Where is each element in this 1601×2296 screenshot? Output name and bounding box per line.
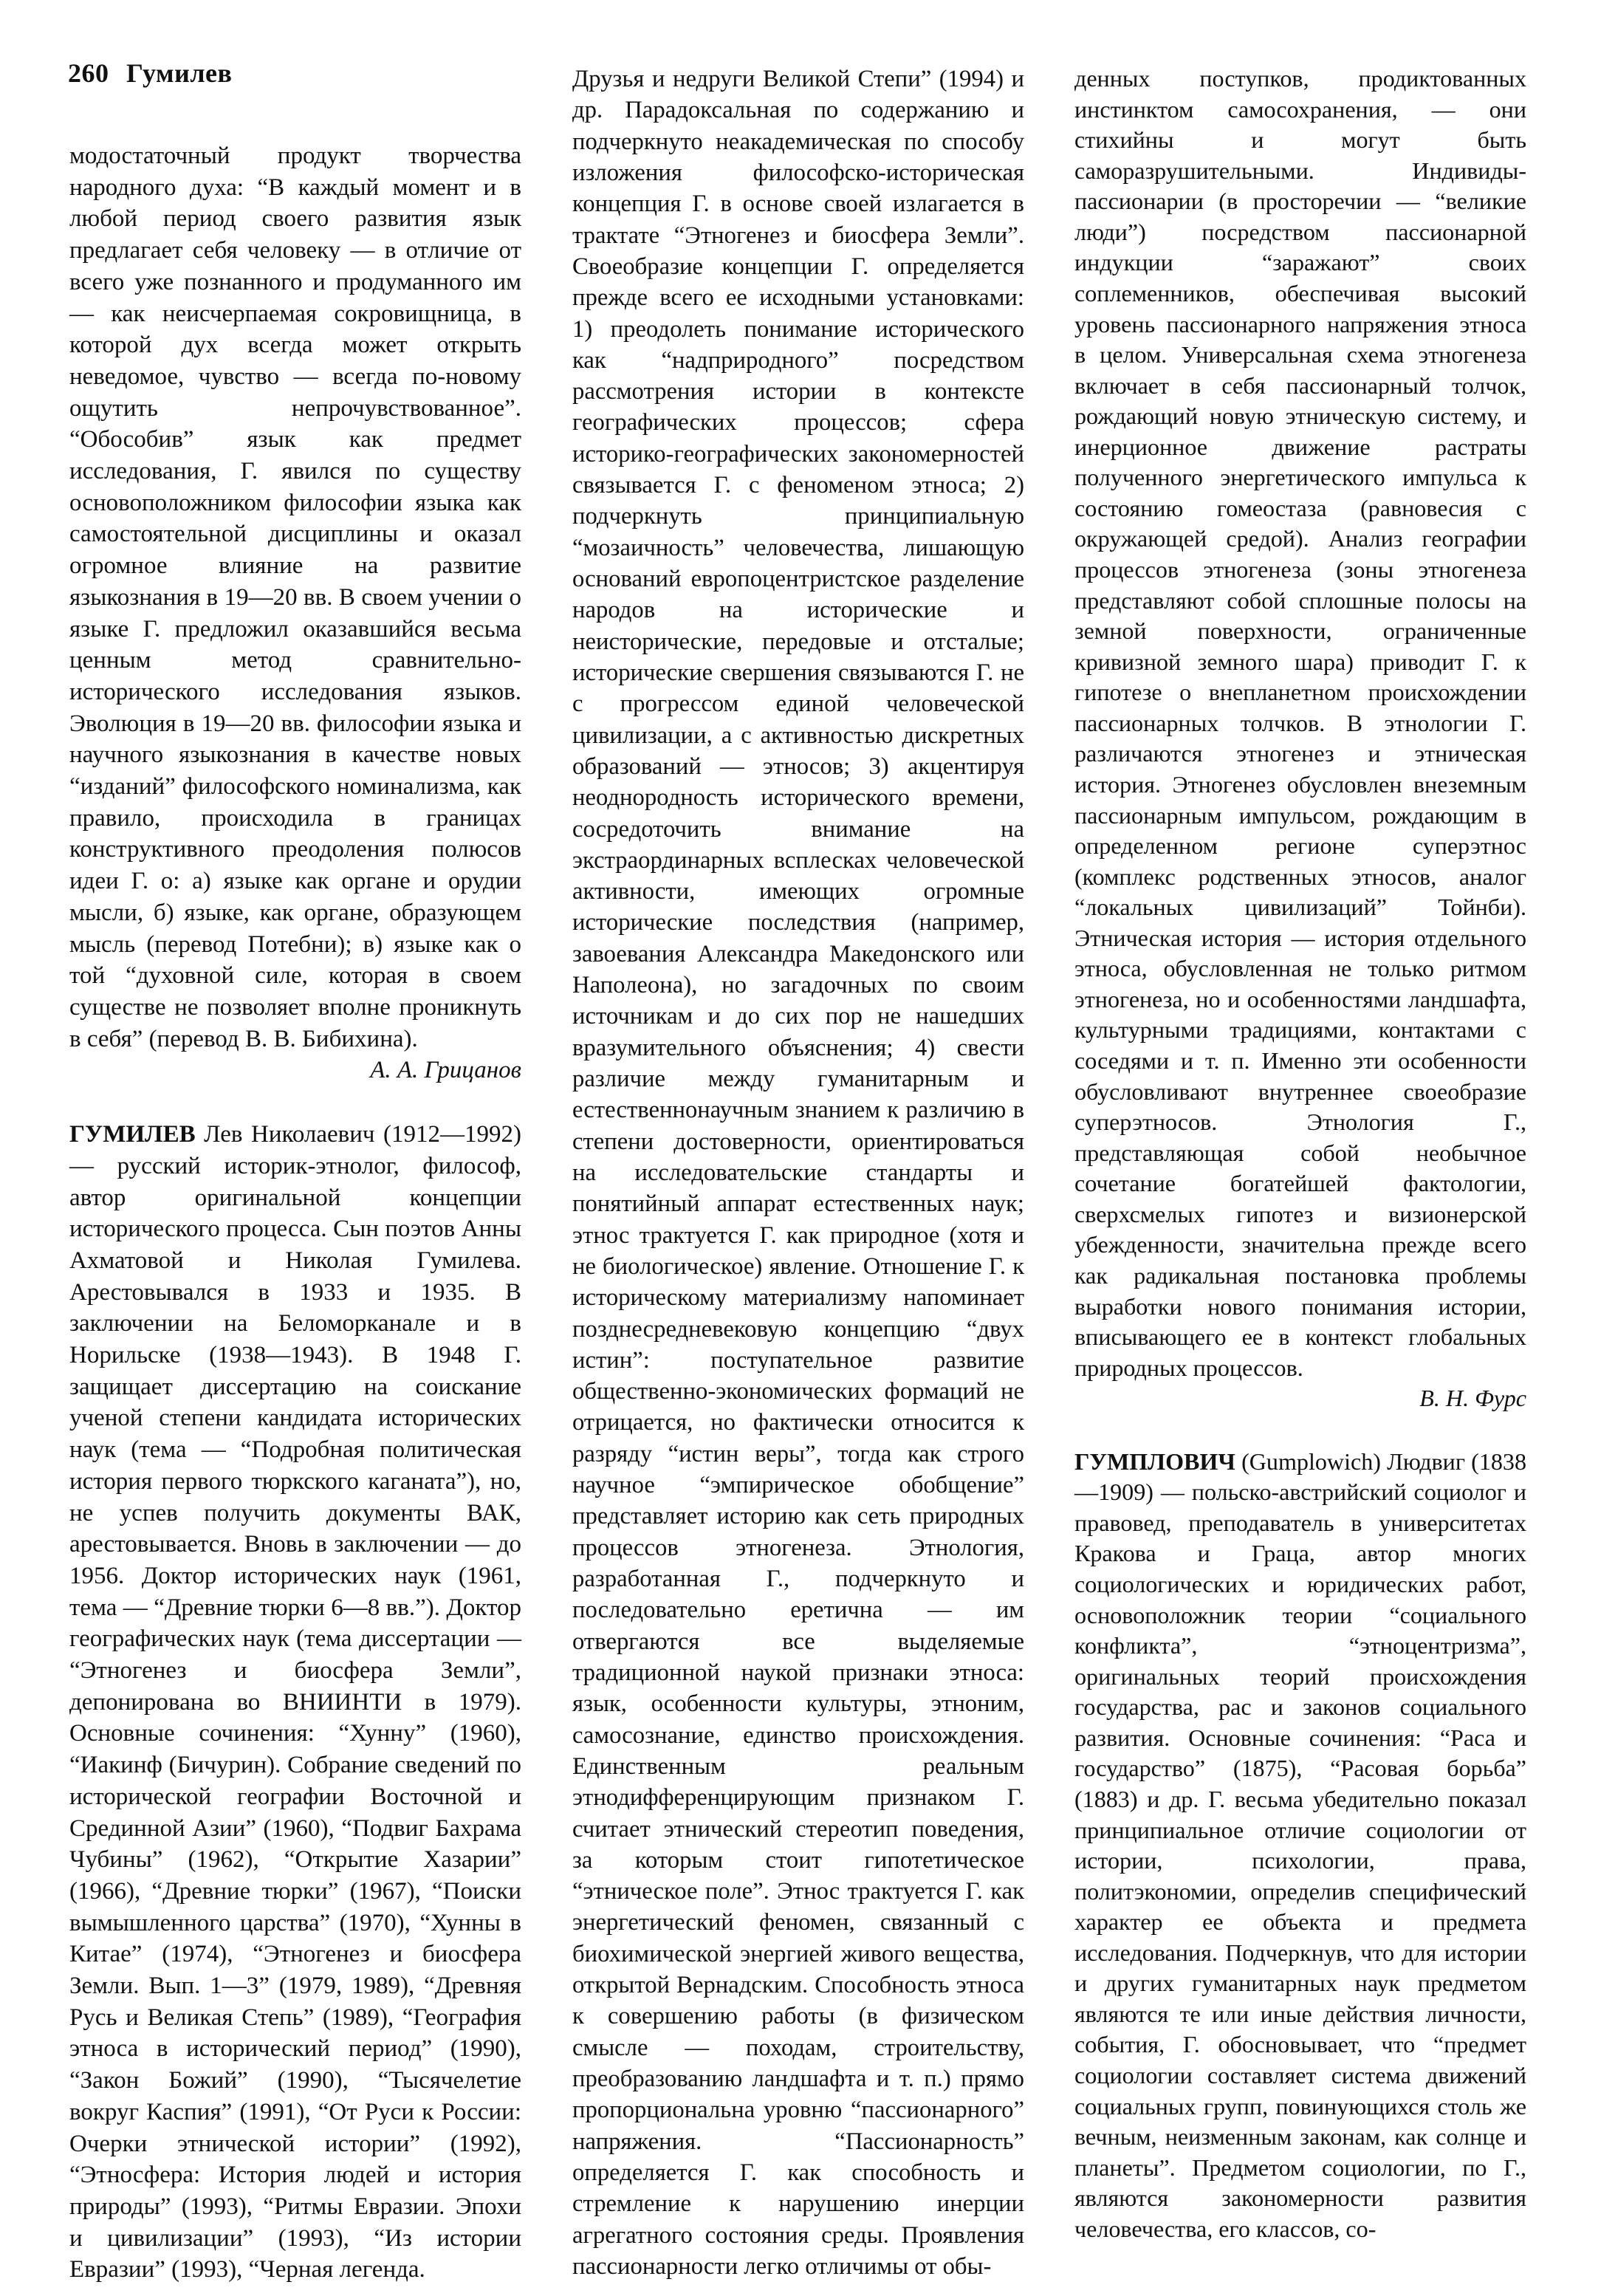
paragraph-humboldt-continued: модостаточный продукт творчества народного духа: “В каждый момент и в любой период своего развития язык предлагает себя человеку — в отличие от всего уже познанного и продуманного им — как неисчерпаемая сокровищница, в которой дух всегда может открыть неведомое, чувство — всегда по-новому ощутить непрочувствованное”. “Обособив” язык как предмет исследования, Г. явился по существу основоположником философии языка как самостоятельной дисциплины и оказал огромное влияние на развитие языкознания в 19—20 вв. В своем учении о языке Г. предложил оказавшийся весьма ценным метод сравнительно-исторического исследования языков. Эволюция в 19—20 вв. философии языка и научного языкознания в качестве новых “изданий” философского номинализма, как правило, происходила в границах конструктивного преодоления полюсов идеи Г. о: а) языке как органе и орудии мысли, б) языке, как органе, образующем мысль (перевод Потебни); в) языке как о той “духовной силе, которая в своем существе не позволяет вполне проникнуть в себя” (перевод В. В. Бибихина). [69,143,521,1052]
entry-gumplowicz [1074,1447,1526,2245]
entry-headword: ГУМПЛОВИЧ [1074,1447,1235,1475]
entry-gumilev [69,1119,521,2286]
paragraph-gumilev-continued: Друзья и недруги Великой Степи” (1994) и др. Парадоксальная по содержанию и подчеркнуто неакадемическая по способу изложения философско-историческая концепция Г. в основе своей излагается в трактате “Этногенез и биосфера Земли”. Своеобразие концепции Г. определяется прежде всего ее исходными установками: 1) преодолеть понимание исторического как “надприродного” посредством рассмотрения истории в контексте географических процессов; сфера историко-географических закономерностей связывается Г. с феноменом этноса; 2) подчеркнуть принципиальную “мозаичность” человечества, лишающую оснований европоцентристское разделение народов на исторические и неисторические, передовые и отсталые; исторические свершения связываются Г. не с прогрессом единой человеческой цивилизации, а с активностью дискретных образований — этносов; 3) акцентируя неоднородность исторического времени, сосредоточить внимание на экстраординарных всплесках человеческой активности, имеющих огромные исторические последствия (например, завоевания Александра Македонского или Наполеона), но загадочных по своим источникам и до сих пор не нашедших вразумительного объяснения; 4) свести различие между гуманитарным и естественнонаучным знанием к различию в степени достоверности, ориентироваться на исследовательские стандарты и понятийный аппарат естественных наук; этнос трактуется Г. как природное (хотя и не биологическое) явление. Отношение Г. к историческому материализму напоминает позднесредневековую концепцию “двух истин”: поступательное развитие общественно-экономических формаций не отрицается, но фактически относится к разряду “истин веры”, тогда как строго научное “эмпирическое обобщение” представляет историю как сеть природных процессов этногенеза. Этнология, разработанная Г., подчеркнуто и последовательно еретична — им отвергаются все выделяемые традиционной наукой признаки этноса: язык, особенности культуры, этноним, самосознание, единство происхождения. Единственным реальным этнодифференцирующим признаком Г. считает этнический стереотип поведения, за которым стоит гипотетическое “этническое поле”. Этнос трактуется Г. как энергетический феномен, связанный с биохимической энергией живого вещества, открытой Вернадским. Способность этноса к совершению работы (в физическом смысле — походам, строительству, преобразованию ландшафта и т. п.) прямо пропорциональна уровню “пассионарного” напряжения. “Пассионарность” определяется Г. как способность и стремление к нарушению инерции агрегатного состояния среды. Проявления пассионарности легко отличимы от обы- [572,66,1024,2280]
running-title: Гумилев [126,58,233,88]
running-head [68,58,232,89]
text-column-1 [69,140,521,2286]
text-column-2 [572,64,1024,2282]
text-column-3 [1074,64,1526,2244]
page-number: 260 [68,58,109,88]
entry-body: Лев Николаевич (1912—1992) — русский историк-этнолог, философ, автор оригинальной концепции исторического процесса. Сын поэтов Анны Ахматовой и Николая Гумилева. Арестовывался в 1933 и 1935. В заключении на Беломорканале и в Норильске (1938—1943). В 1948 Г. защищает диссертацию на соискание ученой степени кандидата исторических наук (тема — “Подробная политическая история первого тюркского каганата”), но, не успев получить документы ВАК, арестовывается. Вновь в заключении — до 1956. Доктор исторических наук (1961, тема — “Древние тюрки 6—8 вв.”). Доктор географических наук (тема диссертации — “Этногенез и биосфера Земли”, депонирована во ВНИИНТИ в 1979). Основные сочинения: “Хунну” (1960), “Иакинф (Бичурин). Собрание сведений по исторической географии Восточной и Срединной Азии” (1960), “Подвиг Бахрама Чубины” (1962), “Открытие Хазарии” (1966), “Древние тюрки” (1967), “Поиски вымышленного царства” (1970), “Хунны в Китае” (1974), “Этногенез и биосфера Земли. Вып. 1—3” (1979, 1989), “Древняя Русь и Великая Степь” (1989), “География этноса в исторический период” (1990), “Закон Божий” (1990), “Тысячелетие вокруг Каспия” (1991), “От Руси к России: Очерки этнической истории” (1992), “Этносфера: История людей и история природы” (1993), “Ритмы Евразии. Эпохи и цивилизации” (1993), “Из истории Евразии” (1993), “Черная легенда. [69,1121,521,2283]
author-signature: В. Н. Фурс [1419,1385,1526,1412]
entry-headword: ГУМИЛЕВ [69,1121,196,1148]
author-signature: А. А. Грицанов [370,1057,521,1084]
paragraph-gumilev-end: денных поступков, продиктованных инстинктом самосохранения, — они стихийны и могут быть саморазрушительными. Индивиды-пассионарии (в просторечии — “великие люди”) посредством пассионарной индукции “заражают” своих соплеменников, обеспечивая высокий уровень пассионарного напряжения этноса в целом. Универсальная схема этногенеза включает в себя пассионарный толчок, рождающий новую этническую систему, и инерционное движение растраты полученного энергетического импульса к состоянию гомеостаза (равновесия с окружающей средой). Анализ географии процессов этногенеза (зоны этногенеза представляют собой сплошные полосы на земной поверхности, ограниченные кривизной земного шара) приводит Г. к гипотезе о внепланетном происхождении пассионарных толчков. В этнологии Г. различаются этногенез и этническая история. Этногенез обусловлен внеземным пассионарным импульсом, рождающим в определенном регионе суперэтнос (комплекс родственных этносов, аналог “локальных цивилизаций” Тойнби). Этническая история — история отдельного этноса, обусловленная не только ритмом этногенеза, но и особенностями ландшафта, культурными традициями, контактами с соседями и т. п. Именно эти особенности обусловливают внутреннее своеобразие суперэтносов. Этнология Г., представляющая собой необычное сочетание богатейшей фактологии, сверхсмелых гипотез и визионерской убежденности, значительна прежде всего как радикальная постановка проблемы выработки нового понимания истории, вписывающего ее в контекст глобальных природных процессов. [1074,65,1526,1381]
entry-body: (Gumplowich) Людвиг (1838—1909) — польско-австрийский социолог и правовед, преподаватель в университетах Кракова и Граца, автор многих социологических и юридических работ, основоположник теории “социального конфликта”, “этноцентризма”, оригинальных теорий происхождения государства, рас и законов социального развития. Основные сочинения: “Раса и государство” (1875), “Расовая борьба” (1883) и др. Г. весьма убедительно показал принципиальное отличие социологии от истории, психологии, права, политэкономии, определив специфический характер ее объекта и предмета исследования. Подчеркнув, что для истории и других гуманитарных наук предметом являются те или иные действия личности, события, Г. обосновывает, что “предмет социологии составляет система движений социальных групп, повинующихся столь же вечным, неизменным законам, как солнце и планеты”. Предметом социологии, по Г., являются закономерности развития человечества, его классов, со- [1074,1447,1526,2242]
